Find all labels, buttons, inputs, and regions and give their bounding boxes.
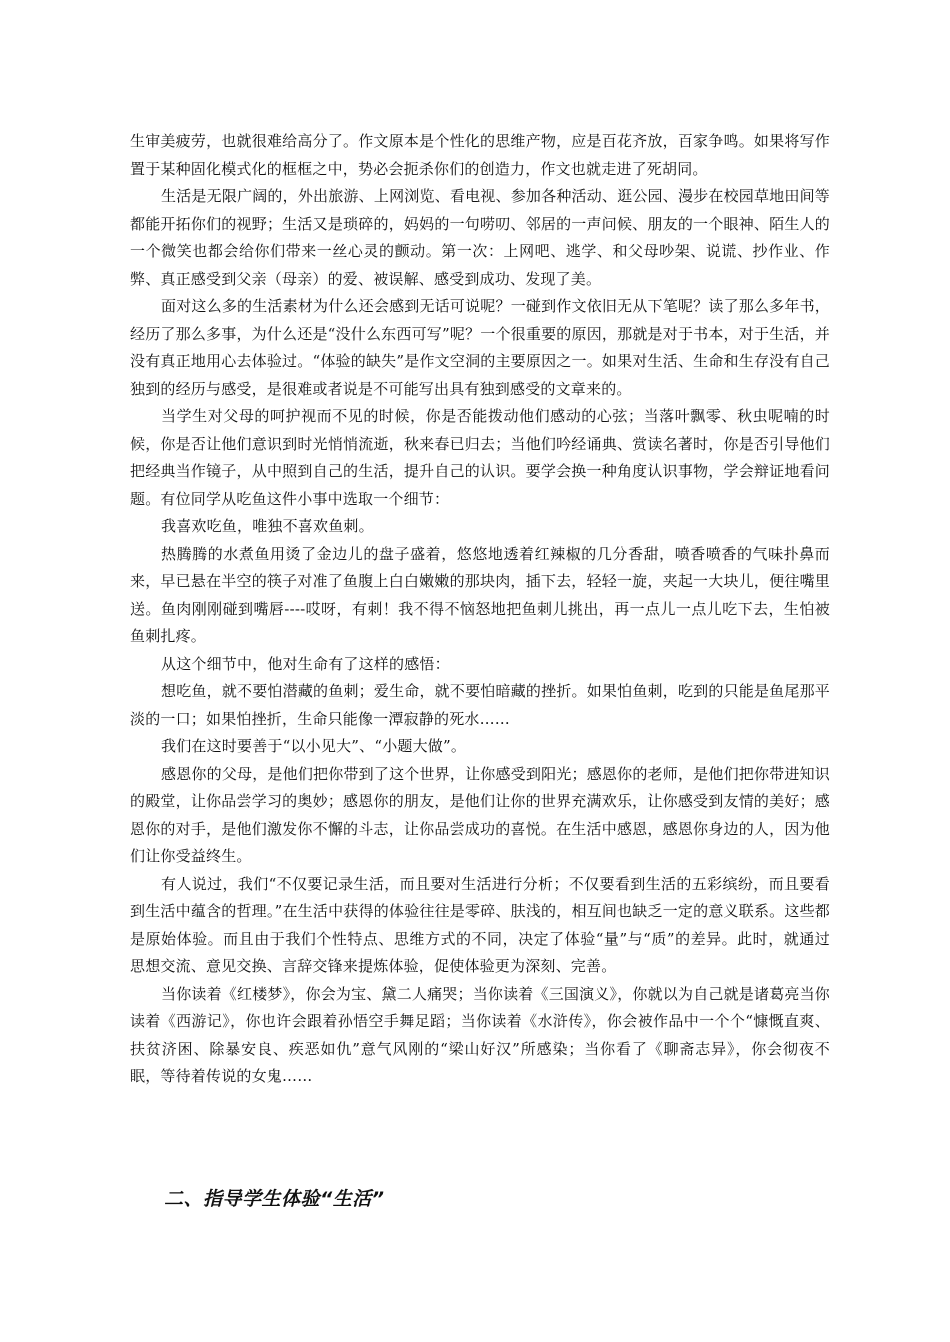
paragraph-continuation: 生审美疲劳，也就很难给高分了。作文原本是个性化的思维产物，应是百花齐放，百家争鸣。如果将写作置于某种固化模式化的框框之中，势必会扼杀你们的创造力，作文也就走进了死胡同。 (130, 132, 830, 178)
paragraph-lack-of-experience: 面对这么多的生活素材为什么还会感到无话可说呢？一碰到作文依旧无从下笔呢？读了那么多年书，经历了那么多事，为什么还是“没什么东西可写”呢？一个很重要的原因，那就是对于书本，对于生活，并没有真正地用心去体验过。“体验的缺失”是作文空洞的主要原因之一。如果对生活、生命和生存没有自己独到的经历与感受，是很难或者说是不可能写出具有独到感受的文章来的。 (130, 297, 830, 398)
paragraph-life-breadth: 生活是无限广阔的，外出旅游、上网浏览、看电视、参加各种活动、逛公园、漫步在校园草地田间等都能开拓你们的视野；生活又是琐碎的，妈妈的一句唠叨、邻居的一声问候、朋友的一个眼神、陌生人的一个微笑也都会给你们带来一丝心灵的颤动。第一次：上网吧、逃学、和父母吵架、说谎、抄作业、作弊、真正感受到父亲（母亲）的爱、被误解、感受到成功、发现了美。 (130, 187, 830, 288)
section-heading: 二、指导学生体验“生活” (164, 1188, 385, 1210)
paragraph-fish-quote-intro: 我喜欢吃鱼，唯独不喜欢鱼刺。 (161, 517, 374, 535)
paragraph-guiding-students: 当学生对父母的呵护视而不见的时候，你是否能拨动他们感动的心弦；当落叶飘零、秋虫呢喃的时候，你是否让他们意识到时光悄悄流逝，秋来春已归去；当他们吟经诵典、赏读名著时，你是否引导他们把经典当作镜子，从中照到自己的生活，提升自己的认识。要学会换一种角度认识事物，学会辩证地看问题。有位同学从吃鱼这件小事中选取一个细节： (130, 407, 830, 508)
paragraph-reading-classics: 当你读着《红楼梦》，你会为宝、黛二人痛哭；当你读着《三国演义》，你就以为自己就是诸葛亮当你读着《西游记》，你也许会跟着孙悟空手舞足蹈；当你读着《水浒传》，你会被作品中一个个“慷慨直爽、扶贫济困、除暴安良、疾恶如仇”意气风刚的“梁山好汉”所感染；当你看了《聊斋志异》，你会彻夜不眠，等待着传说的女鬼…… (130, 984, 831, 1085)
paragraph-gratitude: 感恩你的父母，是他们把你带到了这个世界，让你感受到阳光；感恩你的老师，是他们把你带进知识的殿堂，让你品尝学习的奥妙；感恩你的朋友，是他们让你的世界充满欢乐，让你感受到友情的美好；感恩你的对手，是他们激发你不懈的斗志，让你品尝成功的喜悦。在生活中感恩，感恩你身边的人，因为他们让你受益终生。 (130, 764, 830, 865)
paragraph-analysis: 有人说过，我们“不仅要记录生活，而且要对生活进行分析；不仅要看到生活的五彩缤纷，而且要看到生活中蕴含的哲理。”在生活中获得的体验往往是零碎、肤浅的，相互间也缺乏一定的意义联系。这些都是原始体验。而且由于我们个性特点、思维方式的不同，决定了体验“量”与“质”的差异。此时，就通过思想交流、意见交换、言辞交锋来提炼体验，促使体验更为深刻、完善。 (130, 874, 830, 975)
paragraph-small-to-big: 我们在这时要善于“以小见大”、“小题大做”。 (161, 737, 467, 755)
paragraph-fish-detail: 热腾腾的水煮鱼用烫了金边儿的盘子盛着，悠悠地透着红辣椒的几分香甜，喷香喷香的气味扑鼻而来，早已悬在半空的筷子对准了鱼腹上白白嫩嫩的那块肉，插下去，轻轻一旋，夹起一大块儿，便往嘴里送。鱼肉刚刚碰到嘴唇----哎呀，有刺！我不得不恼怒地把鱼刺儿挑出，再一点儿一点儿吃下去，生怕被鱼刺扎疼。 (130, 544, 830, 645)
paragraph-fish-insight: 想吃鱼，就不要怕潜藏的鱼刺；爱生命，就不要怕暗藏的挫折。如果怕鱼刺，吃到的只能是鱼尾那平淡的一口；如果怕挫折，生命只能像一潭寂静的死水…… (130, 682, 830, 728)
document-body (130, 128, 830, 1091)
paragraph-insight-intro: 从这个细节中，他对生命有了这样的感悟： (161, 654, 450, 673)
